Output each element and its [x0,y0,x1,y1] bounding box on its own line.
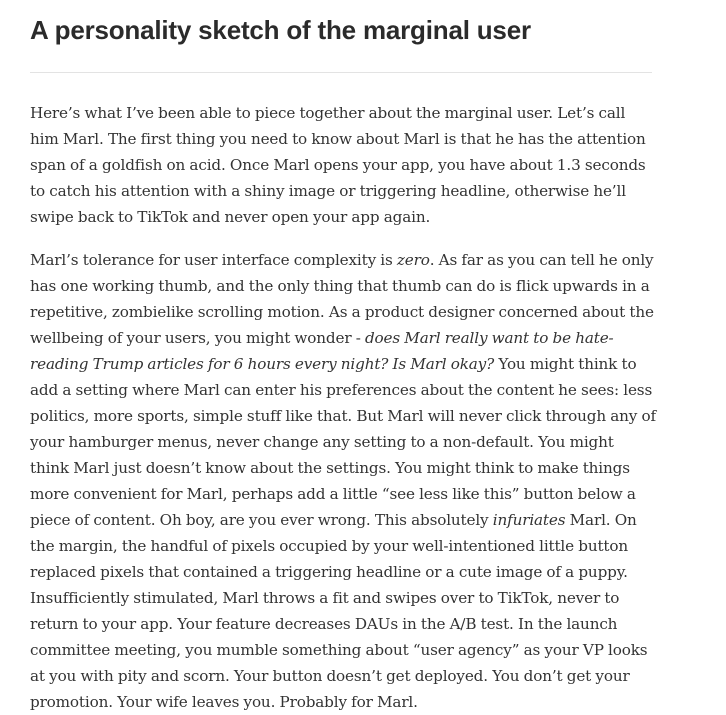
paragraph-text: You might think to add a setting where Marl can enter his preferences about the content he sees: less politics, more sports, simple stuff like that. But Marl will never click through any of your hamburger menus, never change any setting to a non-default. You might think Marl just doesn’t know about the settings. You might think to make things more convenient for Marl, perhaps add a little “see less like this” button below a piece of content. Oh boy, are you ever wrong. This absolutely [30,355,656,529]
emphasis-infuriates: infuriates [492,511,566,529]
paragraph-tolerance [30,247,656,715]
emphasis-question: does Marl really want to be hate-reading Trump articles for 6 hours every night? Is Marl okay? [30,329,614,373]
paragraph-text: Marl. On the margin, the handful of pixels occupied by your well-intentioned little button replaced pixels that contained a triggering headline or a cute image of a puppy. Insufficiently stimulated, Marl throws a fit and swipes over to TikTok, never to return to your app. Your feature decreases DAUs in the A/B test. In the launch committee meeting, you mumble something about “user agency” as your VP looks at you with pity and scorn. Your button doesn’t get deployed. You don’t get your promotion. Your wife leaves you. Probably for Marl. [30,511,648,711]
article-title: A personality sketch of the marginal user [30,15,531,45]
emphasis-zero: zero [396,251,430,269]
paragraph-intro: Here’s what I’ve been able to piece together about the marginal user. Let’s call him Marl. The first thing you need to know about Marl is that he has the attention span of a goldfish on acid. Once Marl opens your app, you have about 1.3 seconds to catch his attention with a shiny image or triggering headline, otherwise he’ll swipe back to TikTok and never open your app again. [30,104,646,226]
article [30,0,656,715]
title-divider [30,72,652,73]
paragraph-text: Marl’s tolerance for user interface complexity is [30,251,397,269]
paragraph-text: . As far as you can tell he only has one working thumb, and the only thing that thumb can do is flick upwards in a repetitive, zombielike scrolling motion. As a product designer concerned about the wellbeing of your users, you might wonder - [30,251,654,347]
